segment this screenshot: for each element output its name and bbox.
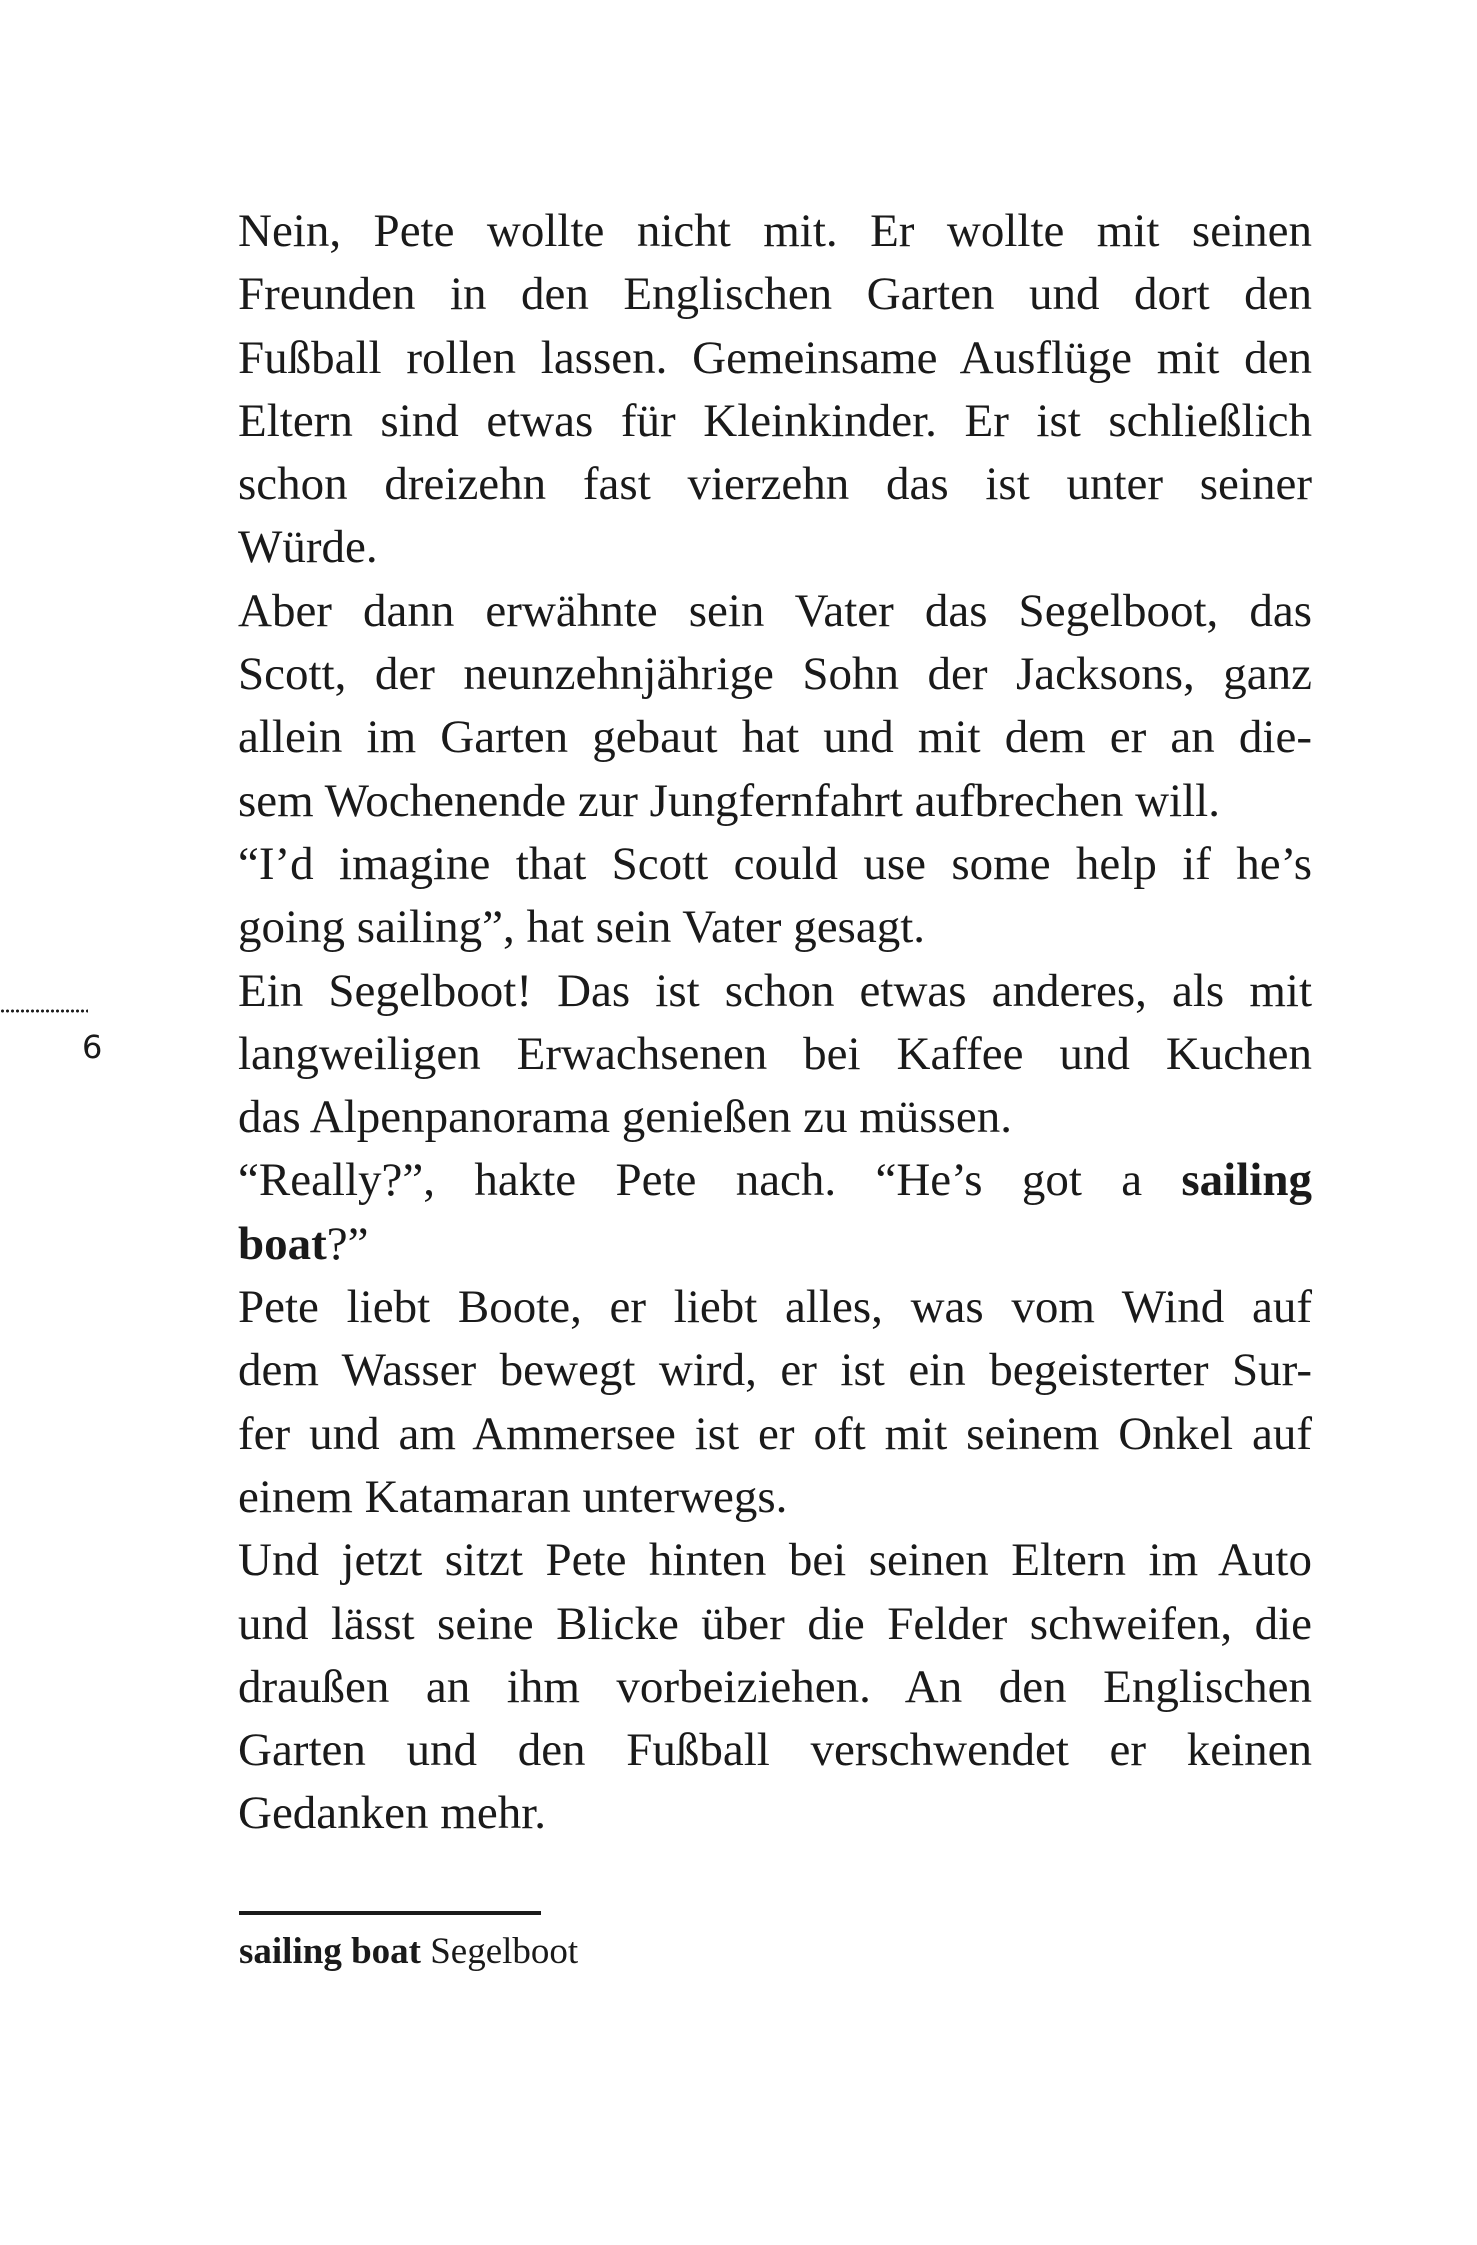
paragraph-5 [238, 1149, 1312, 1276]
paragraph-1 [238, 200, 1312, 580]
text-line: fer und am Ammersee ist er oft mit seinem Onkel auf [238, 1407, 1312, 1460]
vocab-highlight: sailing [1181, 1154, 1312, 1207]
text-line: das Alpenpanorama genießen zu müssen. [238, 1091, 1012, 1144]
text-line: Würde. [238, 521, 378, 574]
text-line: Und jetzt sitzt Pete hinten bei seinen Eltern im Auto [238, 1534, 1312, 1587]
text-line: Garten und den Fußball verschwendet er keinen [238, 1724, 1312, 1777]
text-line: Pete liebt Boote, er liebt alles, was vom Wind auf [238, 1281, 1312, 1334]
dialogue-text: “Really?”, hakte Pete nach. “He’s got a [238, 1154, 1143, 1207]
text-line: going sailing”, hat sein Vater gesagt. [238, 901, 926, 954]
footnote-term: sailing boat [239, 1931, 421, 1972]
text-line: schon dreizehn fast vierzehn das ist unter seiner [238, 458, 1312, 511]
text-line: Fußball rollen lassen. Gemeinsame Ausflüge mit den [238, 331, 1312, 384]
text-line: Freunden in den Englischen Garten und dort den [238, 268, 1312, 321]
text-line: einem Katamaran unterwegs. [238, 1470, 788, 1523]
text-line: “I’d imagine that Scott could use some help if he’s [238, 837, 1312, 890]
footnote-rule [239, 1911, 541, 1915]
text-line [238, 1213, 1312, 1276]
text-line: Eltern sind etwas für Kleinkinder. Er ist schließlich [238, 394, 1312, 447]
text-line: Gedanken mehr. [238, 1787, 547, 1840]
body-text [238, 200, 1312, 1846]
paragraph-2 [238, 580, 1312, 833]
text-line: sem Wochenende zur Jungfernfahrt aufbrechen will. [238, 774, 1220, 827]
text-line: Scott, der neunzehnjährige Sohn der Jacksons, ganz [238, 648, 1312, 701]
text-line: langweiligen Erwachsenen bei Kaffee und Kuchen [238, 1027, 1312, 1080]
vocab-highlight: boat [238, 1217, 327, 1270]
text-line: Ein Segelboot! Das ist schon etwas anderes, als mit [238, 964, 1312, 1017]
text-line [238, 1149, 1312, 1212]
text-line: Aber dann erwähnte sein Vater das Segelboot, das [238, 584, 1312, 637]
paragraph-4 [238, 960, 1312, 1150]
folio-dotted-line [0, 1009, 88, 1013]
dialogue-text: ?” [326, 1217, 369, 1270]
footnote [239, 1928, 578, 1976]
text-line: dem Wasser bewegt wird, er ist ein begeisterter Sur- [238, 1344, 1312, 1397]
page-number: 6 [82, 1028, 103, 1066]
text-line: draußen an ihm vorbeiziehen. An den Englischen [238, 1660, 1312, 1713]
paragraph-3 [238, 833, 1312, 960]
text-line: Nein, Pete wollte nicht mit. Er wollte mit seinen [238, 205, 1312, 257]
paragraph-6 [238, 1276, 1312, 1529]
paragraph-7 [238, 1529, 1312, 1845]
text-line: allein im Garten gebaut hat und mit dem er an die- [238, 711, 1312, 764]
text-line: und lässt seine Blicke über die Felder schweifen, die [238, 1597, 1312, 1650]
footnote-translation: Segelboot [430, 1931, 579, 1972]
